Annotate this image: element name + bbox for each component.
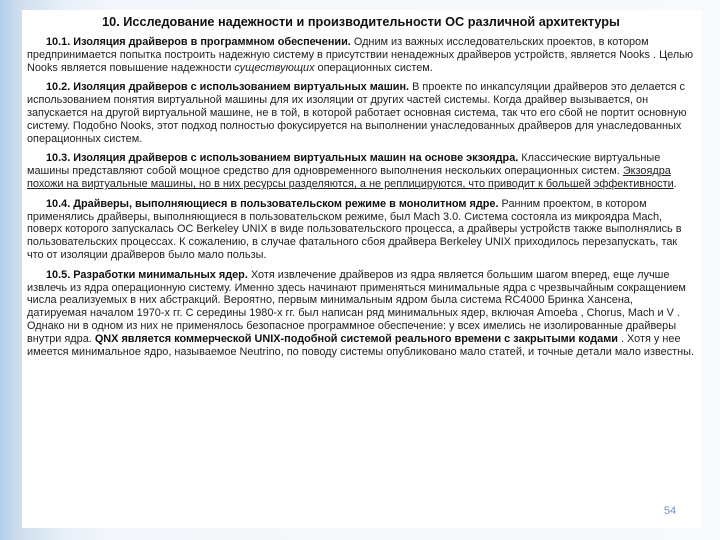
paragraph-heading: 10.4. Драйверы, выполняющиеся в пользовательском режиме в монолитном ядре.	[46, 197, 499, 210]
paragraph-10-1	[27, 36, 695, 74]
paragraph-text: Классические виртуальные машины представляют собой мощное средство для одновременного выполнения нескольких операционных систем.	[27, 152, 661, 178]
paragraph-text: Ранним проектом, в котором применялись драйверы, выполняющиеся в пользовательском режиме, был Mach 3.0. Система состояла из микроядра Mach, поверх которого запускалась ОС Berkeley UNIX в виде пользовательского процесса, а драйверы устройств также выполнялись в пользовательских процессах. К сожалению, в случае фатального сбоя драйвера Berkeley UNIX приходилось перезапускать, так что от изоляции драйверов было мало пользы.	[27, 197, 682, 261]
paragraph-heading: 10.2. Изоляция драйверов с использованием виртуальных машин.	[46, 81, 410, 94]
paragraph-heading: 10.3. Изоляция драйверов с использованием виртуальных машин на основе экзоядра.	[46, 152, 519, 165]
paragraph-10-4	[27, 198, 695, 262]
paragraph-text: В проекте по инкапсуляции драйверов это делается с использованием понятия виртуальной машины для их изоляции от других частей системы. Когда драйвер вызывается, он запускается на другой виртуальной машине, не в той, в которой работает основная система, так что его сбой не портит основную систему. Подобно Nooks, этот подход полностью фокусируется на выполнении унаследованных драйверов для унаследованных операционных систем.	[27, 81, 687, 145]
slide-title: 10. Исследование надежности и производительности ОС различной архитектуры	[102, 15, 620, 29]
paragraph-text: Одним из важных исследовательских проектов, в котором предпринимается попытка построить надежную систему в присутствии ненадежных драйверов устройств, является Nooks . Целью Nooks является повышение надежности	[27, 36, 694, 74]
paragraph-10-3	[27, 152, 695, 190]
paragraph-text: операционных систем.	[314, 61, 433, 74]
slide-content	[27, 14, 695, 365]
paragraph-text: Хотя извлечение драйверов из ядра является большим шагом вперед, еще лучше извлечь из ядра операционную систему. Именно здесь начинают применяться минимальные ядра с чрезвычайным сокращением числа реализуемых в них абстракций. Вероятно, первым минимальным ядром была система RC4000 Бринка Хансена, датируемая началом 1970-х гг. С середины 1980-х гг. был написан ряд минимальных ядер, включая Amoeba , Chorus, Mach и V . Однако ни в одном из них не применялось безопасное программное обеспечение: у всех имелись не изолированные драйверы внутри ядра.	[27, 268, 686, 345]
underlined-text: Экзоядра похожи на виртуальные машины, но в них ресурсы разделяются, а не реплицируются, что приводит к большей эффективности	[27, 165, 674, 190]
paragraph-heading: 10.1. Изоляция драйверов в программном обеспечении.	[46, 36, 351, 48]
paragraph-10-2	[27, 81, 695, 145]
paragraph-text: .	[673, 177, 677, 190]
paragraph-text: . Хотя у нее имеется минимальное ядро, называемое Neutrino, по поводу системы опубликовано мало статей, и точные детали мало известны.	[27, 332, 695, 358]
paragraph-10-5	[27, 269, 695, 359]
page-number: 54	[663, 505, 677, 517]
paragraph-heading: 10.5. Разработки минимальных ядер.	[46, 268, 248, 281]
bold-highlight-text: QNX является коммерческой UNIX-подобной системой реального времени с закрытыми кодами	[94, 332, 618, 345]
emphasized-text: существующих	[234, 61, 315, 74]
